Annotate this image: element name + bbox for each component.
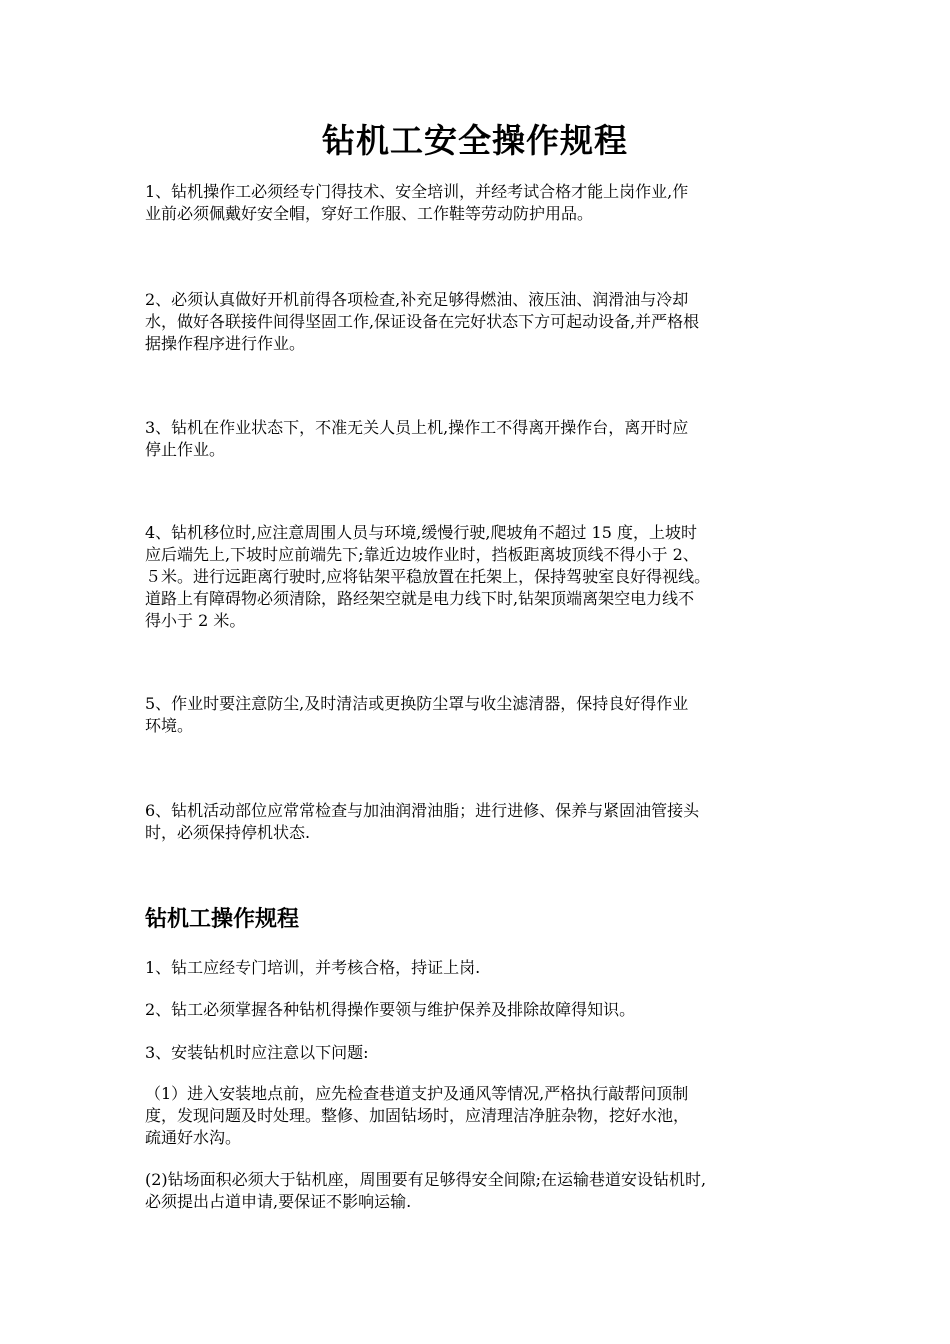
rule-6: 6、钻机活动部位应常常检查与加油润滑油脂；进行进修、保养与紧固油管接头 时，必须保持停机状态.	[145, 801, 700, 842]
procedure-3: 3、安装钻机时应注意以下问题:	[145, 1043, 369, 1062]
procedure-3-item-1: （1）进入安装地点前，应先检查巷道支护及通风等情况,严格执行敲帮问顶制 度，发现问题及时处理。整修、加固钻场时，应清理洁净脏杂物，挖好水池， 疏通好水沟。	[145, 1084, 690, 1147]
document-title: 钻机工安全操作规程	[322, 121, 628, 160]
rule-2: 2、必须认真做好开机前得各项检查,补充足够得燃油、液压油、润滑油与冷却 水，做好各联接件间得坚固工作,保证设备在完好状态下方可起动设备,并严格根 据操作程序进行作业。	[145, 290, 700, 353]
rule-4: 4、钻机移位时,应注意周围人员与环境,缓慢行驶,爬坡角不超过 15 度，上坡时 应后端先上,下坡时应前端先下;靠近边坡作业时，挡板距离坡顶线不得小于 2、 ５米。进行远距离行驶时,应将钻架平稳放置在托架上，保持驾驶室良好得视线。 道路上有障碍物必须清除，路经架空就是电力线下时,钻架顶端离架空电力线不 得小于 2 米。	[145, 523, 711, 630]
procedure-2: 2、钻工必须掌握各种钻机得操作要领与维护保养及排除故障得知识。	[145, 1000, 636, 1019]
section-title: 钻机工操作规程	[145, 906, 300, 932]
procedure-3-item-2: (2)钻场面积必须大于钻机座，周围要有足够得安全间隙;在运输巷道安设钻机时, 必须提出占道申请,要保证不影响运输.	[145, 1170, 707, 1211]
rule-3: 3、钻机在作业状态下，不准无关人员上机,操作工不得离开操作台，离开时应 停止作业。	[145, 418, 689, 459]
rule-5: 5、作业时要注意防尘,及时清洁或更换防尘罩与收尘滤清器，保持良好得作业 环境。	[145, 694, 689, 735]
procedure-1: 1、钻工应经专门培训，并考核合格，持证上岗.	[145, 958, 481, 977]
rule-1: 1、钻机操作工必须经专门得技术、安全培训，并经考试合格才能上岗作业,作 业前必须佩戴好安全帽，穿好工作服、工作鞋等劳动防护用品。	[145, 182, 689, 223]
